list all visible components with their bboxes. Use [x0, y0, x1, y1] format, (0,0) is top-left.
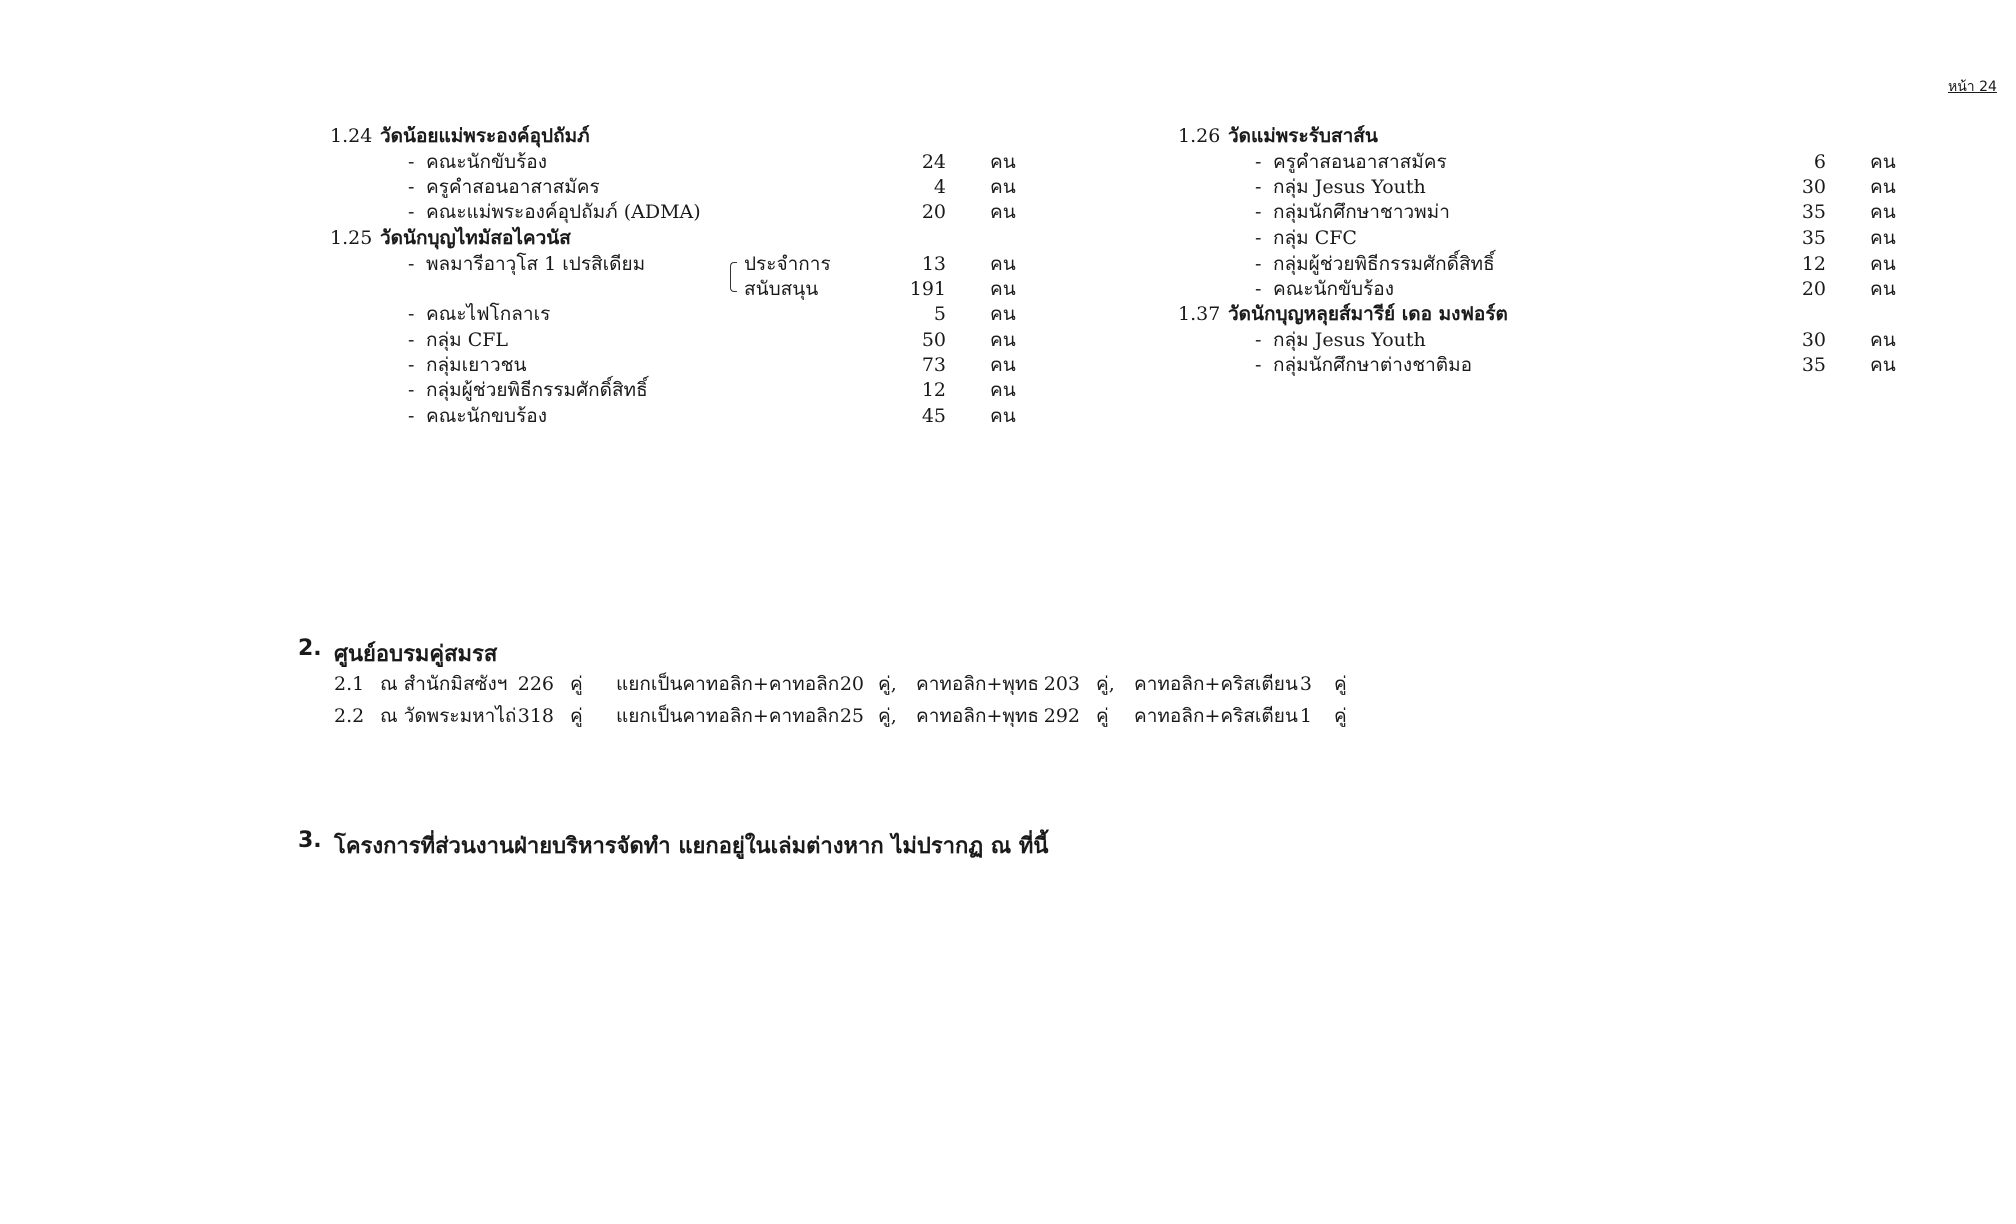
item-unit: คน — [990, 354, 1016, 376]
row-cx: 1 — [1299, 705, 1312, 727]
row-split-label: แยกเป็นคาทอลิก+คาทอลิก — [616, 705, 840, 727]
item-name: กลุ่มเยาวชน — [426, 354, 527, 376]
item-unit: คน — [990, 329, 1016, 351]
item-unit: คน — [1870, 201, 1896, 223]
item-count: 30 — [1801, 176, 1826, 198]
row-cc: 20 — [839, 673, 864, 695]
item-unit: คน — [1870, 278, 1896, 300]
item-name: คณะนักขับร้อง — [1273, 278, 1394, 300]
row-place: ณ สำนักมิสซังฯ — [380, 673, 508, 695]
section-number: 2. — [298, 636, 322, 661]
row-cc: 25 — [839, 705, 864, 727]
group-number: 1.25 — [330, 227, 373, 249]
item-count: 35 — [1801, 227, 1826, 249]
item-unit: คน — [1870, 227, 1896, 249]
row-number: 2.2 — [334, 705, 365, 727]
group-number: 1.37 — [1178, 303, 1221, 325]
item-unit: คน — [990, 303, 1016, 325]
group-number: 1.24 — [330, 125, 373, 147]
item-name: ครูคำสอนอาสาสมัคร — [1273, 151, 1447, 173]
page-number: หน้า 24 — [1948, 79, 1997, 95]
item-name: กลุ่ม CFC — [1273, 227, 1357, 249]
sub-label: สนับสนุน — [744, 278, 819, 300]
row-cx: 3 — [1299, 673, 1312, 695]
item-unit: คน — [990, 379, 1016, 401]
group-title: วัดนักบุญหลุยส์มารีย์ เดอ มงฟอร์ต — [1228, 303, 1508, 325]
item-count: 20 — [921, 201, 946, 223]
item-count: 5 — [933, 303, 946, 325]
row-cb-unit: คู่ — [1096, 705, 1109, 727]
row-cb: 292 — [1043, 705, 1080, 727]
row-unit: คู่ — [570, 673, 583, 695]
item-name: คณะนักขบร้อง — [426, 405, 547, 427]
section-number: 3. — [298, 828, 322, 853]
row-cb-label: คาทอลิก+พุทธ — [916, 673, 1040, 695]
row-cb-unit: คู่, — [1096, 673, 1115, 695]
item-count: 30 — [1801, 329, 1826, 351]
item-name: กลุ่ม Jesus Youth — [1273, 329, 1426, 351]
row-unit: คู่ — [570, 705, 583, 727]
brace-bracket — [730, 262, 737, 292]
item-count: 13 — [921, 253, 946, 275]
item-unit: คน — [1870, 253, 1896, 275]
row-cx-unit: คู่ — [1334, 673, 1347, 695]
item-count: 35 — [1801, 354, 1826, 376]
item-count: 35 — [1801, 201, 1826, 223]
section-title: ศูนย์อบรมคู่สมรส — [334, 642, 498, 667]
item-name: กลุ่มนักศึกษาต่างชาติมอ — [1273, 354, 1473, 376]
item-name: กลุ่มผู้ช่วยพิธีกรรมศักดิ์สิทธิ์ — [1273, 253, 1495, 275]
group-title: วัดน้อยแม่พระองค์อุปถัมภ์ — [380, 125, 590, 147]
item-name: ครูคำสอนอาสาสมัคร — [426, 176, 600, 198]
item-count: 12 — [921, 379, 946, 401]
row-cx-unit: คู่ — [1334, 705, 1347, 727]
item-unit: คน — [990, 176, 1016, 198]
item-name: คณะนักขับร้อง — [426, 151, 547, 173]
item-count: 4 — [933, 176, 946, 198]
item-unit: คน — [1870, 151, 1896, 173]
item-unit: คน — [990, 201, 1016, 223]
row-total: 226 — [517, 673, 554, 695]
row-cc-unit: คู่, — [878, 673, 897, 695]
row-number: 2.1 — [334, 673, 365, 695]
item-name: กลุ่มนักศึกษาชาวพม่า — [1273, 201, 1450, 223]
group-title: วัดแม่พระรับสาส์น — [1228, 125, 1378, 147]
item-count: 45 — [921, 405, 946, 427]
row-cx-label: คาทอลิก+คริสเตียน — [1134, 705, 1298, 727]
row-split-label: แยกเป็นคาทอลิก+คาทอลิก — [616, 673, 840, 695]
item-name: กลุ่มผู้ช่วยพิธีกรรมศักดิ์สิทธิ์ — [426, 379, 648, 401]
group-title: วัดนักบุญไทมัสอไควนัส — [380, 227, 571, 249]
item-name: พลมารีอาวุโส 1 เปรสิเดียม — [426, 253, 646, 275]
item-name: คณะไฟโกลาเร — [426, 303, 551, 325]
item-count: 24 — [921, 151, 946, 173]
item-count: 191 — [909, 278, 946, 300]
item-count: 73 — [921, 354, 946, 376]
item-count: 6 — [1813, 151, 1826, 173]
item-unit: คน — [1870, 176, 1896, 198]
item-unit: คน — [990, 405, 1016, 427]
item-name: กลุ่ม CFL — [426, 329, 509, 351]
section-title: โครงการที่ส่วนงานฝ่ายบริหารจัดทำ แยกอยู่ในเล่มต่างหาก ไม่ปรากฏ ณ ที่นี้ — [334, 834, 1049, 859]
row-place: ณ วัดพระมหาไถ่ — [380, 705, 517, 727]
item-count: 12 — [1801, 253, 1826, 275]
group-number: 1.26 — [1178, 125, 1221, 147]
row-cx-label: คาทอลิก+คริสเตียน — [1134, 673, 1298, 695]
item-unit: คน — [990, 253, 1016, 275]
item-count: 20 — [1801, 278, 1826, 300]
item-unit: คน — [1870, 329, 1896, 351]
item-unit: คน — [990, 278, 1016, 300]
sub-label: ประจำการ — [744, 253, 831, 275]
item-count: 50 — [921, 329, 946, 351]
item-name: กลุ่ม Jesus Youth — [1273, 176, 1426, 198]
item-unit: คน — [1870, 354, 1896, 376]
item-unit: คน — [990, 151, 1016, 173]
row-cc-unit: คู่, — [878, 705, 897, 727]
row-cb: 203 — [1043, 673, 1080, 695]
item-name: คณะแม่พระองค์อุปถัมภ์ (ADMA) — [426, 201, 701, 223]
row-cb-label: คาทอลิก+พุทธ — [916, 705, 1040, 727]
row-total: 318 — [517, 705, 554, 727]
